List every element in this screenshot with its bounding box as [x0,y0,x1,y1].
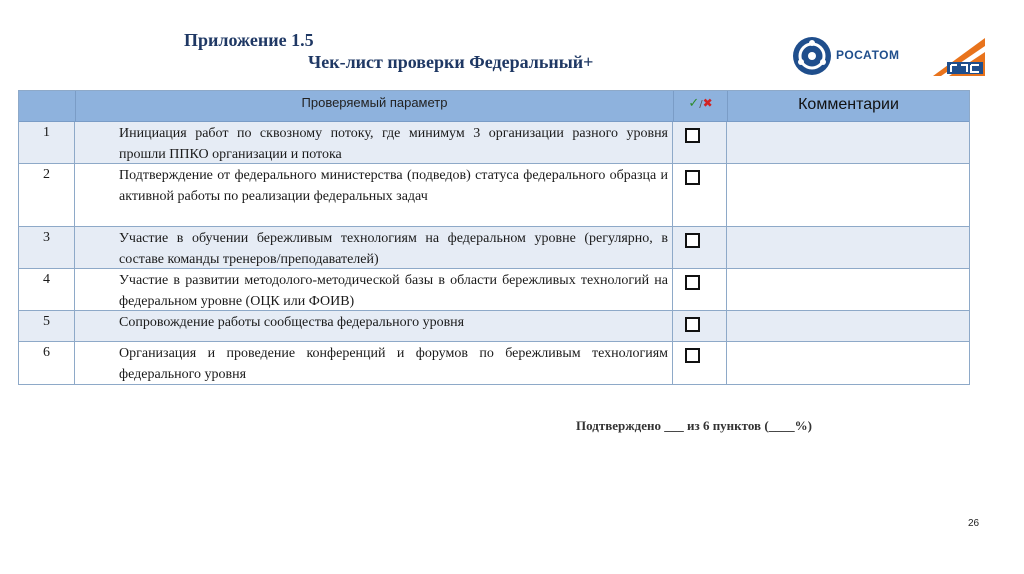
header-parameter: Проверяемый параметр [76,91,674,121]
cross-icon: ✖ [702,96,713,110]
row-check-cell [673,227,727,268]
row-check-cell [673,311,727,341]
page-number: 26 [968,518,980,529]
checkmark-icon: ✓ [688,96,700,111]
row-checkbox[interactable] [685,275,700,290]
table-header [19,91,969,122]
appendix-title: Приложение 1.5 [184,30,314,50]
checklist-title: Чек-лист проверки Федеральный+ [308,52,594,72]
row-check-cell [673,122,727,163]
table-row [19,122,969,164]
row-comment[interactable] [727,164,969,226]
row-checkbox[interactable] [685,128,700,143]
row-parameter: Подтверждение от федерального министерства (подведов) статуса федерального образца и активной работы по реализации федеральных задач [75,164,673,226]
header-check [674,91,728,121]
table-row [19,269,969,311]
rosatom-logo [792,36,904,78]
check-separator: / [699,99,703,110]
pss-logo-icon [933,38,985,76]
row-comment[interactable] [727,269,969,310]
row-checkbox[interactable] [685,233,700,248]
row-comment[interactable] [727,227,969,268]
row-number: 6 [19,342,75,384]
row-number: 3 [19,227,75,268]
header-number [19,91,76,121]
row-comment[interactable] [727,122,969,163]
row-parameter: Организация и проведение конференций и форумов по бережливым технологиям федерального уровня [75,342,673,384]
row-parameter: Участие в развитии методолого-методической базы в области бережливых технологий на федеральном уровне (ОЦК или ФОИВ) [75,269,673,310]
checklist-table [18,90,970,385]
rosatom-atom-icon [792,36,832,76]
row-parameter: Участие в обучении бережливым технологиям на федеральном уровне (регулярно, в составе команды тренеров/преподавателей) [75,227,673,268]
row-number: 4 [19,269,75,310]
row-comment[interactable] [727,311,969,341]
row-checkbox[interactable] [685,348,700,363]
table-row [19,342,969,384]
table-row [19,227,969,269]
row-checkbox[interactable] [685,317,700,332]
row-check-cell [673,164,727,226]
row-comment[interactable] [727,342,969,384]
row-number: 2 [19,164,75,226]
row-number: 5 [19,311,75,341]
header-comments: Комментарии [798,96,899,113]
row-check-cell [673,342,727,384]
rosatom-wordmark: РОСАТОМ [836,48,900,62]
confirmation-summary: Подтверждено ___ из 6 пунктов (____%) [576,418,812,433]
row-parameter: Инициация работ по сквозному потоку, где минимум 3 организации разного уровня прошли ППКО организации и потока [75,122,673,163]
table-row [19,164,969,227]
table-row [19,311,969,342]
row-number: 1 [19,122,75,163]
row-parameter: Сопровождение работы сообщества федерального уровня [75,311,673,341]
row-check-cell [673,269,727,310]
row-checkbox[interactable] [685,170,700,185]
